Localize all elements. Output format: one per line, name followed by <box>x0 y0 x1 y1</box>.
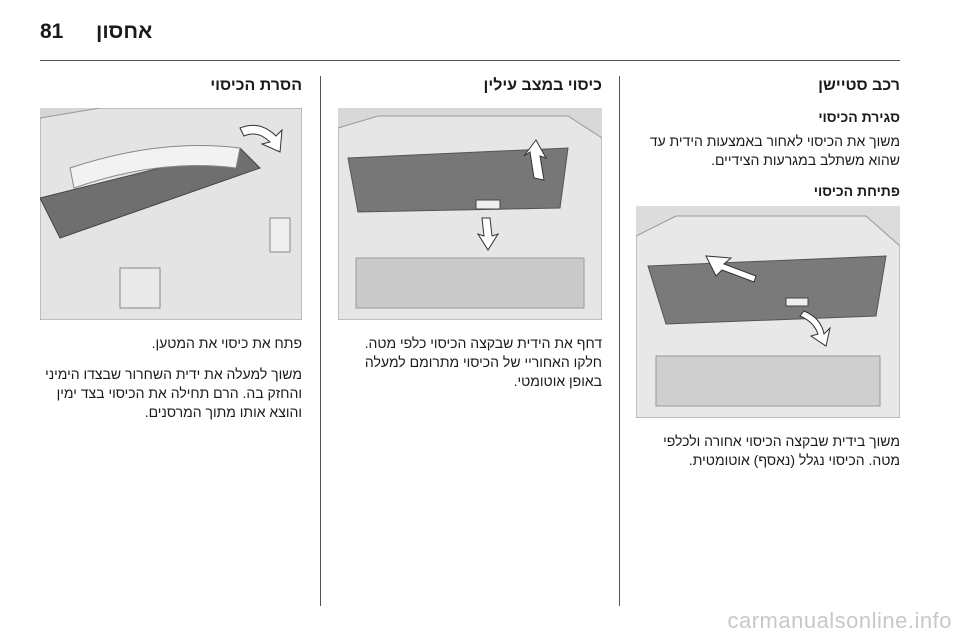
figure-open-cover <box>636 206 900 418</box>
section-title: אחסון <box>96 20 153 43</box>
column-left <box>40 76 302 434</box>
column-divider-left <box>320 76 321 606</box>
watermark: carmanualsonline.info <box>727 608 952 633</box>
open-cover-text: משוך בידית שבקצה הכיסוי אחורה ולכלפי מטה. הכיסוי נגלל (נאסף) אוטומטית. <box>663 433 900 468</box>
column-right-title: רכב סטיישן <box>818 77 900 94</box>
raised-cover-text: דחף את הידית שבקצה הכיסוי כלפי מטה. חלקו האחוריי של הכיסוי מתרומם למעלה באופן אוטומטי. <box>364 335 602 389</box>
header-rule <box>40 60 900 61</box>
close-cover-text: משוך את הכיסוי לאחור באמצעות הידית עד שהוא משתלב במגרעות הצידיים. <box>649 133 900 168</box>
column-middle-title: כיסוי במצב עילין <box>483 77 602 94</box>
remove-cover-text-2: משוך למעלה את ידית השחרור שבצדו הימיני והחזק בה. הרם תחילה את הכיסוי בצד ימין והוצא אותו מתוך המרסנים. <box>45 366 302 420</box>
remove-cover-text-1: פתח את כיסוי את המטען. <box>151 335 302 351</box>
column-divider-right <box>619 76 620 606</box>
page-number: 81 <box>40 20 64 43</box>
page-header <box>0 0 960 62</box>
figure-raised-cover <box>338 108 602 320</box>
column-left-title: הסרת הכיסוי <box>210 77 302 94</box>
close-cover-subtitle: סגירת הכיסוי <box>818 109 900 125</box>
figure-remove-cover <box>40 108 302 320</box>
column-middle <box>338 76 602 403</box>
column-right <box>636 76 900 482</box>
open-cover-subtitle: פתיחת הכיסוי <box>813 183 900 199</box>
